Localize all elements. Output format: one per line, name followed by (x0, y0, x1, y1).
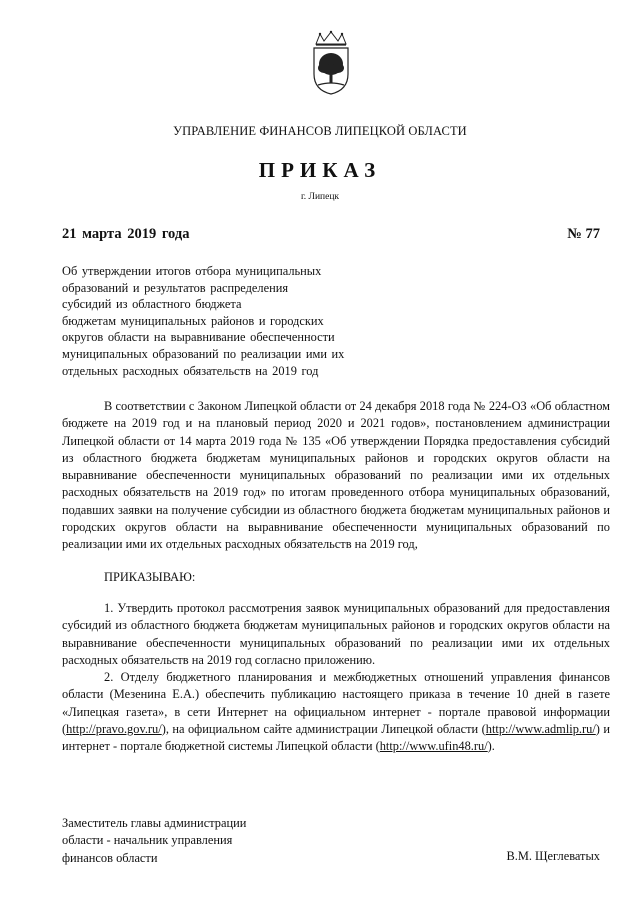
admlip-link[interactable]: http://www.admlip.ru/ (485, 722, 596, 737)
order-subject (62, 263, 392, 379)
document-type-title: ПРИКАЗ (258, 158, 382, 182)
city-line: г. Липецк (300, 192, 340, 202)
order-number: № 77 (567, 226, 600, 242)
pravo-link[interactable]: http://pravo.gov.ru/ (66, 722, 162, 737)
order-date: 21 марта 2019 года (62, 226, 190, 242)
order-directive-word: ПРИКАЗЫВАЮ: (104, 570, 196, 584)
item2-text: 2. Отделу бюджетного планирования и межбюджетных отношений управления финансов области (Мезенина Е.А.) обеспечить публикацию настоящего приказа в течение 10 дней в газете «Липецкая газета», в сети Интернет на официальном интернет - портале правовой информации ( (62, 670, 610, 737)
subject-line: бюджетам муниципальных районов и городских (62, 313, 324, 328)
signature-position (62, 815, 246, 867)
subject-line: округов области на выравнивание обеспеченности (62, 330, 335, 345)
order-items (62, 600, 610, 756)
order-item-1: 1. Утвердить протокол рассмотрения заявок муниципальных образований для предоставления субсидий из областного бюджета бюджетам муниципальных районов и городских округов области на выравнивание обеспеченности муниципальных образований по реализации ими их отдельных расходных обязательств на 2019 год согласно приложению. (62, 601, 610, 667)
preamble-paragraph: В соответствии с Законом Липецкой области от 24 декабря 2018 года № 224-ОЗ «Об областном бюджете на 2019 год и на плановый период 2020 и 2021 годов», постановлением администрации Липецкой области от 14 марта 2019 года № 135 «Об утверждении Порядка предоставления субсидий из областного бюджета бюджетам муниципальных районов и городских округов области на выравнивание обеспеченности муниципальных образований по реализации ими их отдельных расходных обязательств на 2019 год» по итогам проведенного отбора муниципальных образований, подавших заявки на получение субсидии из областного бюджета бюджетам муниципальных районов и городских округов области на выравнивание обеспеченности муниципальных образований по реализации ими их отдельных расходных обязательств на 2019 год, (62, 399, 610, 552)
ufin48-link[interactable]: http://www.ufin48.ru/ (379, 739, 488, 754)
subject-line: муниципальных образований по реализации ими их (62, 346, 345, 361)
item2-text: ). (487, 739, 495, 754)
signature-line: Заместитель главы администрации (62, 816, 247, 830)
subject-line: образований и результатов распределения (62, 280, 289, 295)
subject-line: субсидий из областного бюджета (62, 297, 242, 312)
item2-text: ), на официальном сайте администрации Липецкой области ( (161, 722, 486, 737)
item2-text: ) и интернет - портале бюджетной системы Липецкой области ( (62, 722, 610, 754)
signer-name: В.М. Щеглеватых (506, 849, 600, 863)
subject-line: отдельных расходных обязательств на 2019 год (62, 363, 319, 378)
organization-name: УПРАВЛЕНИЕ ФИНАНСОВ ЛИПЕЦКОЙ ОБЛАСТИ (173, 124, 467, 138)
subject-line: Об утверждении итогов отбора муниципальных (62, 264, 322, 278)
signature-line: финансов области (62, 850, 158, 865)
preamble-block (62, 398, 610, 554)
signature-line: области - начальник управления (62, 833, 233, 848)
coat-of-arms-emblem (306, 30, 356, 96)
order-item-2 (62, 669, 610, 755)
